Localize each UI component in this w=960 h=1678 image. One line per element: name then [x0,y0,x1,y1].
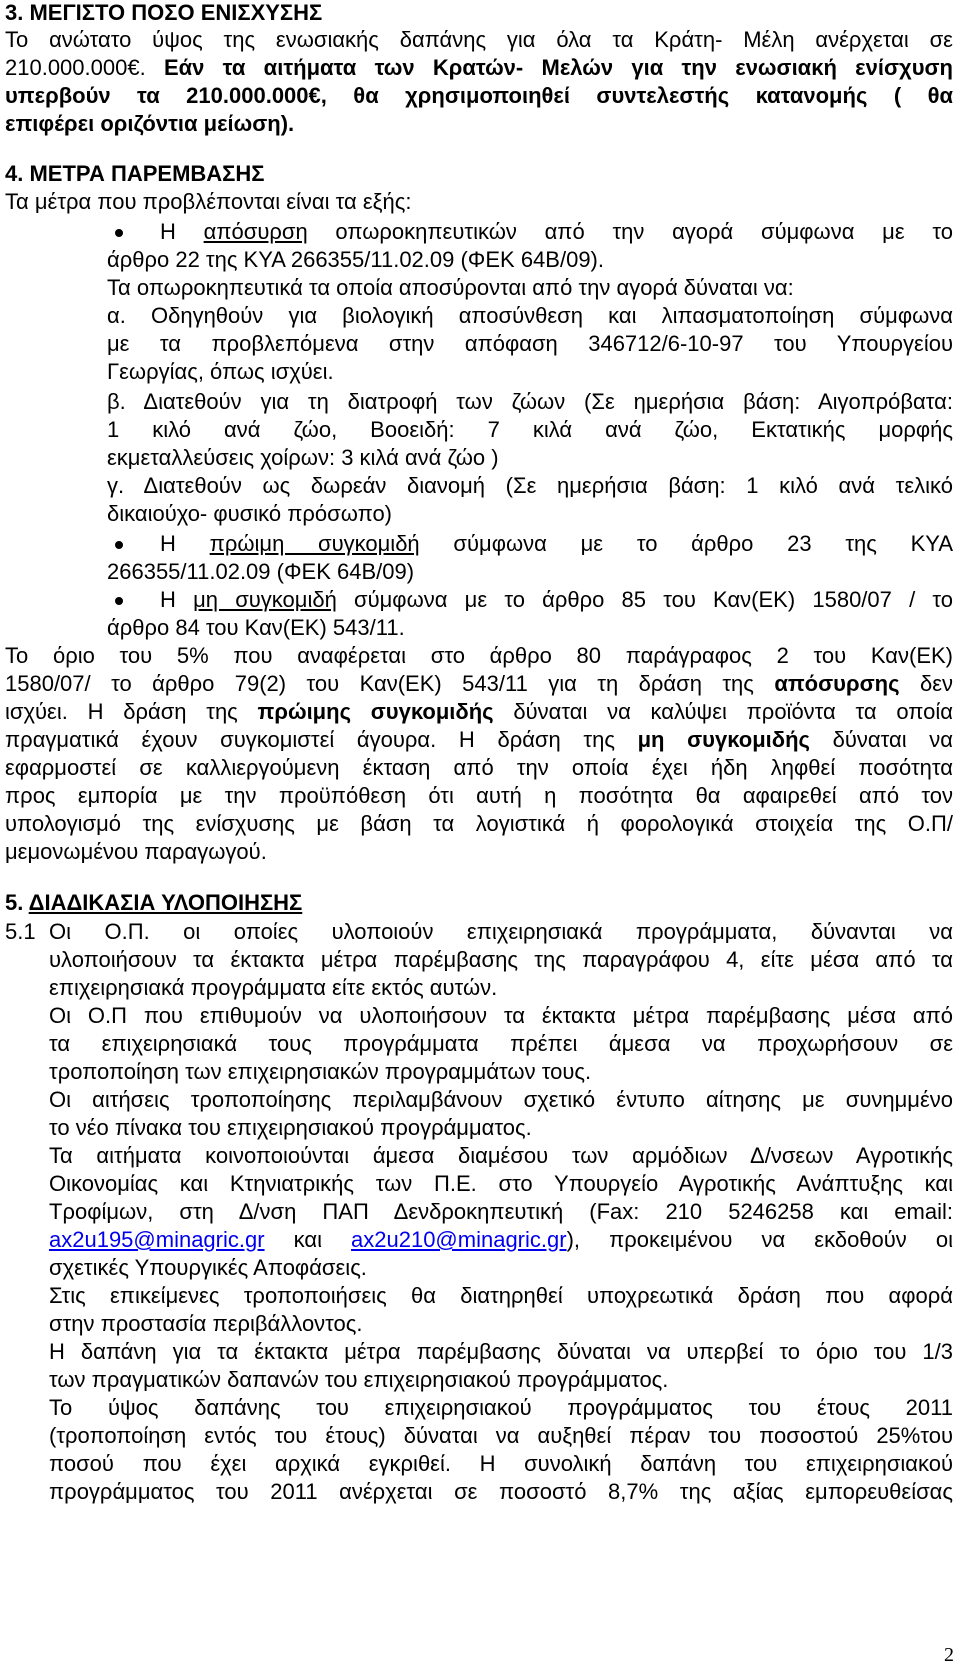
email-link-ax2u210[interactable]: ax2u210@minagric.gr [351,1227,567,1252]
bullet-withdrawal-cont: άρθρο 22 της ΚΥΑ 266355/11.02.09 (ΦΕΚ 64Β/09). [107,247,604,272]
section-3-heading: 3. ΜΕΓΙΣΤΟ ΠΟΣΟ ΕΝΙΣΧΥΣΗΣ [5,0,323,25]
bullet-early-harvest: Η πρώιμη συγκομιδή σύμφωνα με το άρθρο 23 της ΚΥΑ [160,531,953,556]
section-5-line: επιχειρησιακά προγράμματα είτε εκτός αυτών. [49,975,498,1000]
section-5-line: ποσού που έχει αρχικά εγκριθεί. Η συνολική δαπάνη του επιχειρησιακού [49,1451,953,1476]
section-5-line: στην προστασία περιβάλλοντος. [49,1311,363,1336]
bullet-icon [115,541,123,549]
paragraph-line: πραγματικά έχουν συγκομιστεί άγουρα. Η δράση της μη συγκομιδής δύναται να [5,727,953,752]
withdrawal-uses-intro: Τα οπωροκηπευτικά τα οποία αποσύρονται από την αγορά δύναται να: [107,275,794,300]
option-b-line: β. Διατεθούν για τη διατροφή των ζώων (Σε ημερήσια βάση: Αιγοπρόβατα: [107,389,953,414]
section-3-line: Το ανώτατο ύψος της ενωσιακής δαπάνης για όλα τα Κράτη- Μέλη ανέρχεται σε [5,27,953,52]
section-4-heading: 4. ΜΕΤΡΑ ΠΑΡΕΜΒΑΣΗΣ [5,161,265,186]
bullet-non-harvest-cont: άρθρο 84 του Καν(ΕΚ) 543/11. [107,615,405,640]
section-5-line: Το ύψος δαπάνης του επιχειρησιακού προγράμματος του έτους 2011 [49,1395,953,1420]
email-link-ax2u195[interactable]: ax2u195@minagric.gr [49,1227,265,1252]
option-b-line: εκμεταλλεύσεις χοίρων: 3 κιλά ανά ζώο ) [107,445,499,470]
option-a-line: Γεωργίας, όπως ισχύει. [107,359,334,384]
section-5-1-number: 5.1 [5,919,36,944]
page-number: 2 [944,1644,954,1666]
section-5-line: (τροποποίηση εντός του έτους) δύναται να αυξηθεί πέραν του ποσοστού 25%του [49,1423,953,1448]
option-a-line: α. Οδηγηθούν για βιολογική αποσύνθεση και λιπασματοποίηση σύμφωνα [107,303,953,328]
section-5-line: Οι αιτήσεις τροποποίησης περιλαμβάνουν σχετικό έντυπο αίτησης με συνημμένο [49,1087,953,1112]
section-5-heading: 5. ΔΙΑΔΙΚΑΣΙΑ ΥΛΟΠΟΙΗΣΗΣ [5,890,303,915]
section-5-line: Η δαπάνη για τα έκτακτα μέτρα παρέμβασης δύναται να υπερβεί το όριο του 1/3 [49,1339,953,1364]
section-4-intro: Τα μέτρα που προβλέπονται είναι τα εξής: [5,189,412,214]
section-5-line: το νέο πίνακα του επιχειρησιακού προγράμματος. [49,1115,532,1140]
bullet-withdrawal: Η απόσυρση οπωροκηπευτικών από την αγορά σύμφωνα με το [160,219,953,244]
section-5-line: σχετικές Υπουργικές Αποφάσεις. [49,1255,367,1280]
bullet-early-harvest-cont: 266355/11.02.09 (ΦΕΚ 64Β/09) [107,559,415,584]
option-b-line: 1 κιλό ανά ζώο, Βοοειδή: 7 κιλά ανά ζώο, Εκτατικής μορφής [107,417,953,442]
section-3-line: υπερβούν τα 210.000.000€, θα χρησιμοποιηθεί συντελεστής κατανομής ( θα [5,83,953,108]
option-a-line: με τα προβλεπόμενα στην απόφαση 346712/6-10-97 του Υπουργείου [107,331,953,356]
section-5-line: τροποποίηση των επιχειρησιακών προγραμμάτων τους. [49,1059,592,1084]
section-5-line: προγράμματος του 2011 ανέρχεται σε ποσοστό 8,7% της αξίας εμπορευθείσας [49,1479,953,1504]
section-3-line: επιφέρει οριζόντια μείωση). [5,111,295,136]
paragraph-line: Το όριο του 5% που αναφέρεται στο άρθρο 80 παράγραφος 2 του Καν(ΕΚ) [5,643,953,668]
section-5-line: ax2u195@minagric.gr και ax2u210@minagric.gr), προκειμένου να εκδοθούν οι [49,1227,953,1252]
paragraph-line: εφαρμοστεί σε καλλιεργούμενη έκταση από την οποία έχει ήδη ληφθεί ποσότητα [5,755,953,780]
option-c-line: γ. Διατεθούν ως δωρεάν διανομή (Σε ημερήσια βάση: 1 κιλό ανά τελικό [107,473,953,498]
section-5-line: Τροφίμων, στη Δ/νση ΠΑΠ Δενδροκηπευτική (Fax: 210 5246258 και email: [49,1199,953,1224]
section-5-line: υλοποιήσουν τα έκτακτα μέτρα παρέμβασης της παραγράφου 4, είτε μέσα από τα [49,947,953,972]
option-c-line: δικαιούχο- φυσικό πρόσωπο) [107,501,393,526]
bullet-icon [115,229,123,237]
section-5-line: Τα αιτήματα κοινοποιούνται άμεσα διαμέσου των αρμόδιων Δ/νσεων Αγροτικής [49,1143,953,1168]
paragraph-line: μεμονωμένου παραγωγού. [5,839,267,864]
paragraph-line: προς εμπορία με την προϋπόθεση ότι αυτή η ποσότητα θα αφαιρεθεί από τον [5,783,953,808]
paragraph-line: υπολογισμό της ενίσχυσης με βάση τα λογιστικά ή φορολογικά στοιχεία της Ο.Π/ [5,811,953,836]
bullet-non-harvest: Η μη συγκομιδή σύμφωνα με το άρθρο 85 του Καν(ΕΚ) 1580/07 / το [160,587,953,612]
section-5-line: των πραγματικών δαπανών του επιχειρησιακού προγράμματος. [49,1367,669,1392]
section-3-line: 210.000.000€. Εάν τα αιτήματα των Κρατών- Μελών για την ενωσιακή ενίσχυση [5,55,953,80]
section-5-line: Οι Ο.Π που επιθυμούν να υλοποιήσουν τα έκτακτα μέτρα παρέμβασης μέσα από [49,1003,953,1028]
paragraph-line: ισχύει. Η δράση της πρώιμης συγκομιδής δύναται να καλύψει προϊόντα τα οποία [5,699,953,724]
paragraph-line: 1580/07/ το άρθρο 79(2) του Καν(ΕΚ) 543/11 για τη δράση της απόσυρσης δεν [5,671,953,696]
section-5-line: Οικονομίας και Κτηνιατρικής των Π.Ε. στο Υπουργείο Αγροτικής Ανάπτυξης και [49,1171,953,1196]
section-5-line: Οι Ο.Π. οι οποίες υλοποιούν επιχειρησιακά προγράμματα, δύνανται να [49,919,953,944]
bullet-icon [115,597,123,605]
section-5-line: Στις επικείμενες τροποποιήσεις θα διατηρηθεί υποχρεωτικά δράση που αφορά [49,1283,953,1308]
section-5-line: τα επιχειρησιακά τους προγράμματα πρέπει άμεσα να προχωρήσουν σε [49,1031,953,1056]
